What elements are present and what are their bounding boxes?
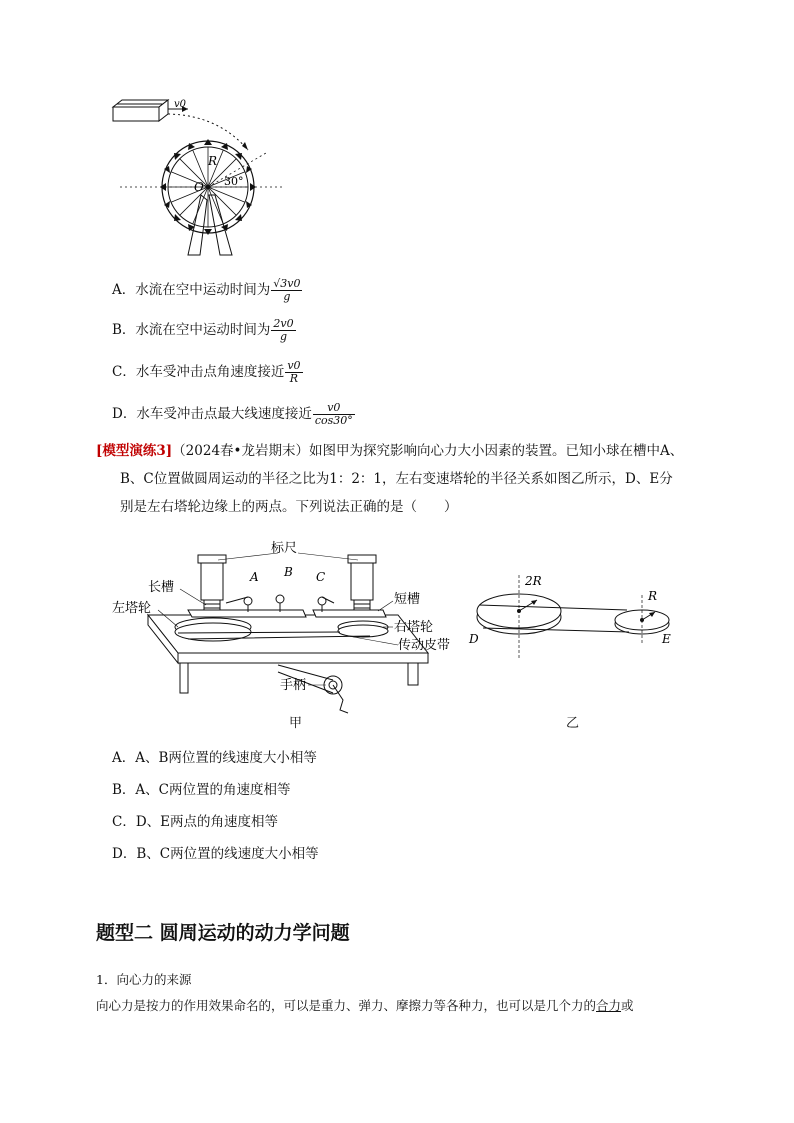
v0-label: v0 — [174, 99, 187, 110]
label-E: E — [662, 632, 671, 646]
q2-option-b: B．A、C两位置的角速度相等 — [112, 782, 291, 798]
q1-option-d: D．水车受冲击点最大线速度接近 $\frac{v0}{\cos 30^\circ}$ — [112, 401, 353, 427]
q2-option-a: A．A、B两位置的线速度大小相等 — [112, 750, 317, 766]
pulley-figure — [465, 570, 685, 670]
q1-option-a: A．水流在空中运动时间为 $\frac{√3v0}{g}$ — [112, 277, 301, 303]
caption-yi: 乙 — [566, 716, 580, 731]
label-biaochi: 标尺 — [271, 541, 298, 556]
underlined-term: 合力 — [596, 998, 622, 1013]
section-heading: 题型二 圆周运动的动力学问题 — [96, 922, 350, 944]
section-item-1: 1．向心力的来源 — [96, 972, 192, 987]
caption-jia: 甲 — [289, 716, 303, 731]
label-youtalun: 右塔轮 — [394, 620, 434, 635]
label-R: R — [648, 589, 658, 603]
section-body: 向心力是按力的作用效果命名的，可以是重力、弹力、摩擦力等各种力，也可以是几个力的合力或 — [96, 998, 634, 1013]
label-shoubing: 手柄 — [280, 678, 307, 693]
label-changcao: 长槽 — [148, 580, 175, 595]
q1-option-c: C．水车受冲击点角速度接近 $\frac{v0}{R}$ — [112, 359, 301, 385]
label-A: A — [250, 570, 259, 584]
label-C: C — [316, 570, 326, 584]
R-label: R — [208, 154, 218, 168]
water-channel — [113, 100, 168, 121]
model-practice-tag: [模型演练3] — [96, 443, 173, 459]
water-wheel-figure — [108, 95, 298, 260]
apparatus-figure — [108, 535, 458, 735]
label-D: D — [469, 632, 479, 646]
O-label: O — [194, 180, 204, 194]
label-chuandong: 传动皮带 — [398, 638, 451, 653]
angle-label: 30° — [224, 175, 244, 188]
q2-option-d: D．B、C两位置的线速度大小相等 — [112, 846, 319, 862]
q2-option-c: C．D、E两点的角速度相等 — [112, 814, 279, 830]
q2-stem: [模型演练3]（2024春•龙岩期末）如图甲为探究影响向心力大小因素的装置。已知小球在槽中A、 B、C位置做圆周运动的半径之比为1：2：1，左右变速塔轮的半径关系如图乙所示，D、E分 别是左右塔轮边缘上的两点。下列说法正确的是（ ） — [96, 443, 684, 515]
label-duancao: 短槽 — [394, 592, 421, 607]
label-2R: 2R — [525, 574, 542, 588]
label-zuotalun: 左塔轮 — [112, 601, 152, 616]
q1-option-b: B．水流在空中运动时间为 $\frac{2v0}{g}$ — [112, 317, 294, 343]
label-B: B — [284, 565, 293, 579]
